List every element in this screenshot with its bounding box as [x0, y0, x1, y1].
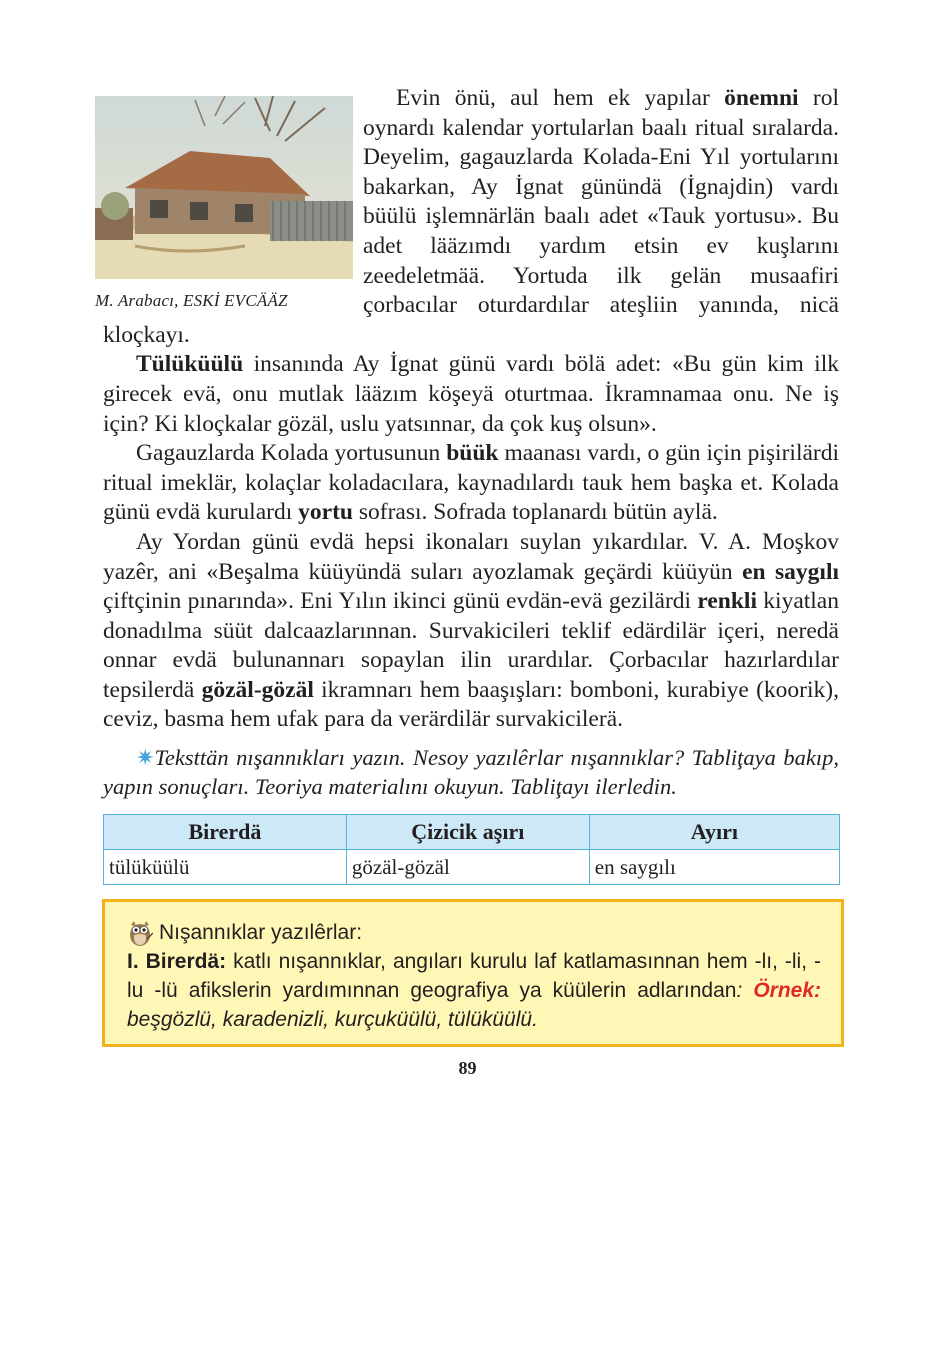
table-header: Ayırı [589, 815, 839, 850]
rule-title: Nışannıklar yazılêrlar: [159, 921, 363, 945]
text-run: sofrası. Sofrada toplanardı bütün aylä. [352, 499, 718, 526]
rule-text: katlı nışannıklar, angıları kurulu laf katlamasınnan hem -lı, -li, -lu -lü afikslerin yardımınnan geografiya ya küülerin adlarından [127, 950, 821, 1003]
bold-term: büük [446, 440, 499, 467]
page-number: 89 [458, 1058, 477, 1078]
figure-caption: M. Arabacı, ESKİ EVCÄÄZ [95, 291, 288, 310]
rule-box [102, 899, 844, 1047]
bold-term: Tülüküülü [136, 351, 244, 378]
text-run: rol oynardı kalendar yortularlan baalı ritual sıralarda. Deyelim, gagauzlarda Kolada-Eni Yıl yortularını bakarkan, Ay İgnat günündä (İgnajdin) vardı büülü işlemnärlän baalı adet «Tauk yortusu». Bu adet lääzımdı yardım etsin ev kuşlarını zeedeletmää. Yortuda ilk gelän musaafiri çorbacılar oturdardılar ateşliin yanında, nicä kloçkayı. [103, 85, 840, 348]
rule-body [127, 947, 821, 1034]
text-run: çiftçinin pınarında». Eni Yılın ikinci günü evdän-evä gezilärdi [103, 588, 698, 615]
text-run: Gagauzlarda Kolada yortusunun [136, 440, 447, 467]
example-words: beşgözlü, karadenizli, kurçuküülü, tülüküülü. [127, 1008, 538, 1032]
example-label: Örnek: [753, 979, 821, 1003]
text-run: maanası vardı, o gün için pişirilärdi ritual imeklär, kolaçlar koladacılara, kaynadılardı tauk hem başka et. Kolada günü evdä kurulardı [103, 440, 840, 526]
text-run: insanında Ay İgnat günü vardı bölä adet: «Bu gün kim ilk girecek evä, onu mutlak lääzım köşeyä oturtmaa. İkramnamaa onu. Ne iş için? Ki kloçkalar gözäl, uslu yatsınnar, da çok kuş olsun». [103, 351, 839, 437]
owl-icon [127, 919, 153, 947]
text-run: Ay Yordan günü evdä hepsi ikonaları suylan yıkardılar. V. A. Moşkov yazêr, ani «Beşalma küüyündä suları ayozlamak geçärdi küüyün [103, 528, 839, 585]
task-instruction [103, 743, 839, 801]
rule-label: I. Birerdä: [127, 950, 227, 974]
bold-term: en saygılı [742, 558, 840, 585]
table-cell: en saygılı [589, 850, 839, 885]
table-header-row [104, 815, 840, 850]
bold-term: renkli [697, 588, 757, 615]
bold-term: önemni [724, 85, 799, 111]
text-run: Evin önü, aul hem ek yapılar [396, 85, 725, 111]
table-header: Çizicik aşırı [346, 815, 589, 850]
table-row [104, 850, 840, 885]
adjective-table [103, 814, 840, 885]
paragraph-4 [103, 528, 839, 735]
paragraph-3 [103, 439, 839, 528]
table-header: Birerdä [104, 815, 347, 850]
painting-image [95, 96, 353, 279]
figure [95, 96, 353, 311]
bold-term: gözäl-gözäl [201, 676, 314, 703]
text-run: kiyatlan donadılma süüt dalcaazlarınnan. Survakicileri teklif edärdilär içeri, neredä onnar evdä bulunannarı sopaylan ilin urardılar. Çorbacılar hazırlardılar tepsilerdä [103, 588, 839, 703]
task-text: Teksttän nışannıkları yazın. Nesoy yazılêrlar nışannıklar? Tabliţaya bakıp, yapın sonuçları. Teoriya materialını okuyun. Tabliţayı ilerledin. [103, 745, 839, 800]
table-cell: tülüküülü [104, 850, 347, 885]
bold-term: yortu [298, 499, 353, 526]
rule-title-row [127, 918, 821, 947]
star-icon: ✷ [136, 745, 155, 771]
page-content [95, 84, 840, 1047]
paragraph-2 [103, 350, 839, 439]
rule-colon: : [736, 979, 754, 1003]
table-cell: gözäl-gözäl [346, 850, 589, 885]
text-run: ikramnarı hem baaşışları: bomboni, kurabiye (koorik), ceviz, basma hem ufak para da verärdilär survakicilerä. [103, 676, 839, 733]
